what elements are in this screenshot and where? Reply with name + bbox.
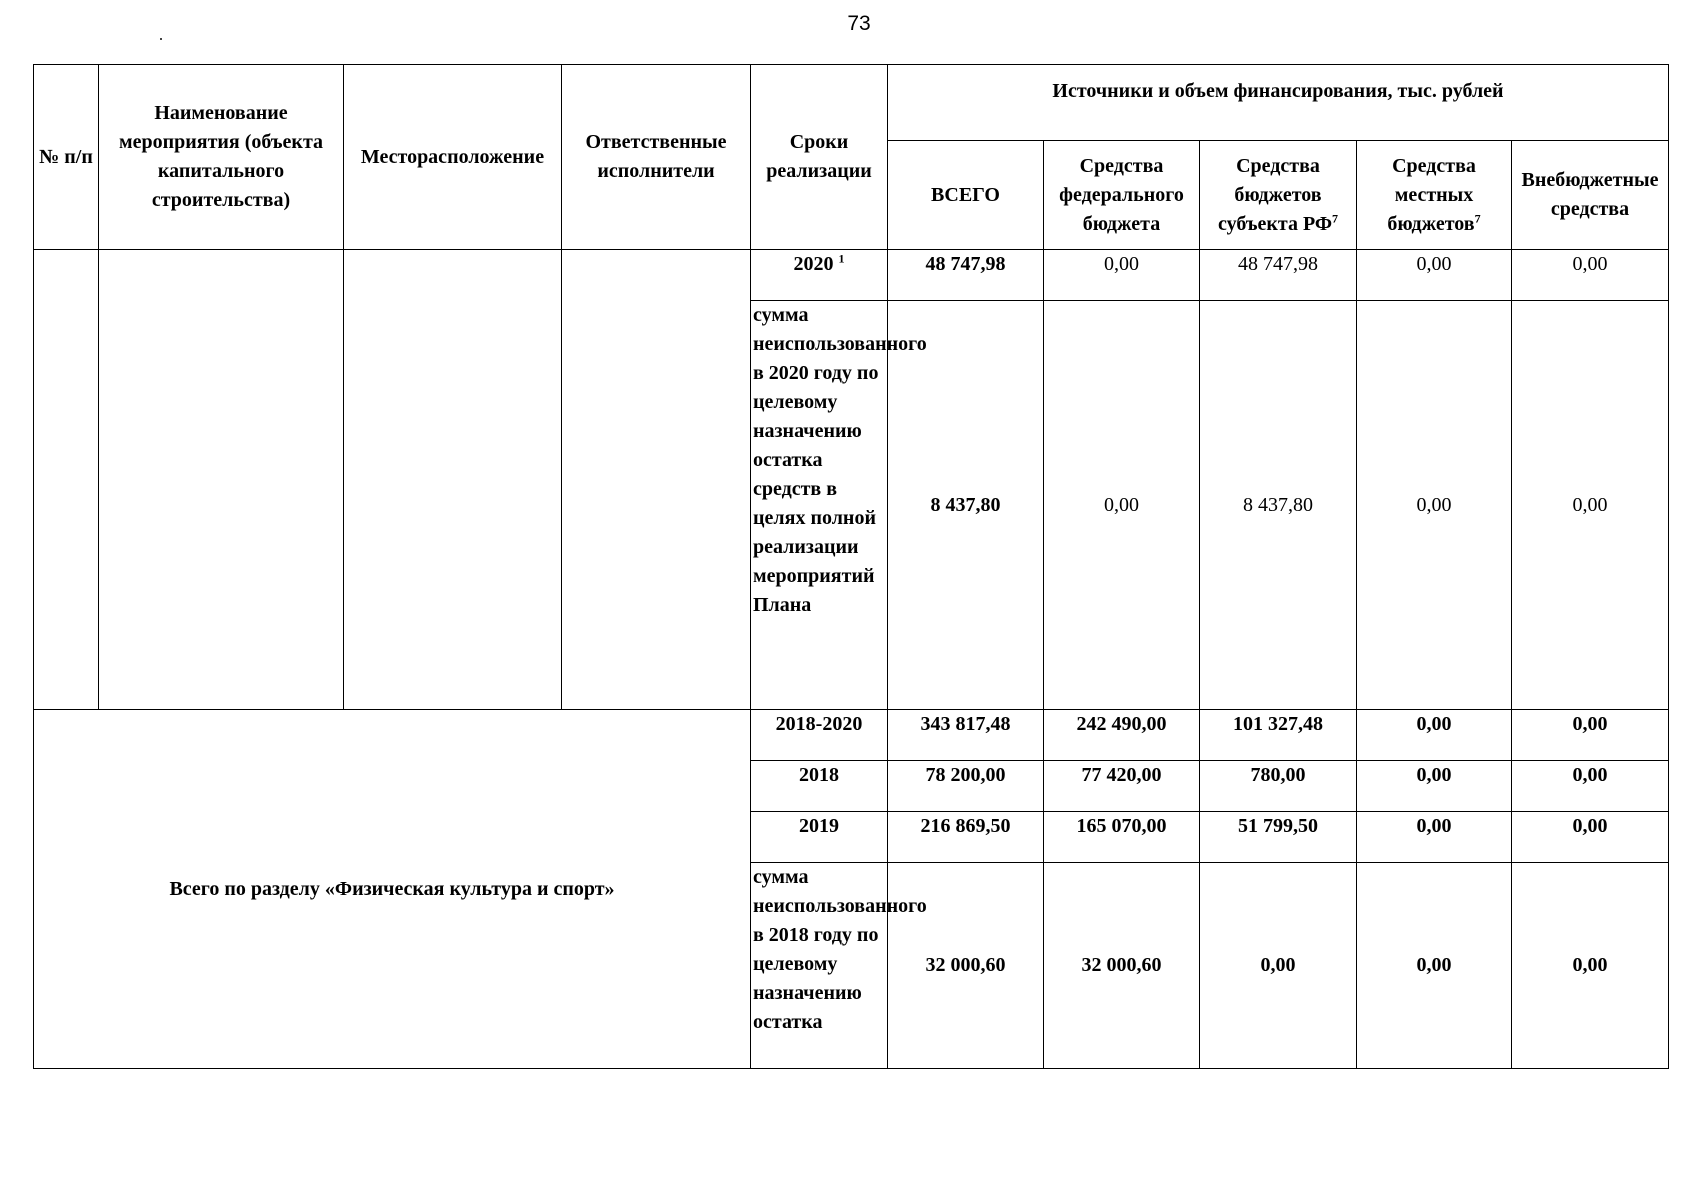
cell-local: 0,00 — [1357, 863, 1512, 1069]
cell-federal: 32 000,60 — [1044, 863, 1200, 1069]
cell-extra: 0,00 — [1512, 710, 1669, 761]
header-name: Наименование мероприятия (объекта капитального строительства) — [99, 65, 344, 250]
header-sources: Источники и объем финансирования, тыс. рублей — [888, 65, 1669, 141]
cell-period: сумма неиспользованного в 2020 году по целевому назначению остатка средств в целях полной реализации мероприятий Плана — [751, 301, 888, 710]
cell-total: 32 000,60 — [888, 863, 1044, 1069]
cell-local: 0,00 — [1357, 250, 1512, 301]
cell-period: сумма неиспользованного в 2018 году по целевому назначению остатка — [751, 863, 888, 1069]
cell-local: 0,00 — [1357, 301, 1512, 710]
cell-location — [344, 250, 562, 710]
header-extra: Внебюджетные средства — [1512, 141, 1669, 250]
cell-extra: 0,00 — [1512, 812, 1669, 863]
header-period: Сроки реализации — [751, 65, 888, 250]
cell-period: 2020 $^1$ — [751, 250, 888, 301]
table-row — [34, 710, 1669, 761]
header-local: Средства местных бюджетов$^7$ — [1357, 141, 1512, 250]
cell-subject: 51 799,50 — [1200, 812, 1357, 863]
section-total-label: Всего по разделу «Физическая культура и спорт» — [34, 710, 751, 1069]
cell-federal: 77 420,00 — [1044, 761, 1200, 812]
cell-name — [99, 250, 344, 710]
cell-total: 343 817,48 — [888, 710, 1044, 761]
cell-federal: 0,00 — [1044, 301, 1200, 710]
cell-total: 48 747,98 — [888, 250, 1044, 301]
cell-total: 78 200,00 — [888, 761, 1044, 812]
cell-period: 2018 — [751, 761, 888, 812]
cell-local: 0,00 — [1357, 761, 1512, 812]
page-number: 73 — [847, 12, 871, 35]
table-row — [34, 250, 1669, 301]
cell-federal: 242 490,00 — [1044, 710, 1200, 761]
cell-subject: 780,00 — [1200, 761, 1357, 812]
header-subject: Средства бюджетов субъекта $РФ^7$ — [1200, 141, 1357, 250]
cell-subject: 8 437,80 — [1200, 301, 1357, 710]
cell-period: 2019 — [751, 812, 888, 863]
cell-num — [34, 250, 99, 710]
header-location: Месторасположение — [344, 65, 562, 250]
cell-extra: 0,00 — [1512, 761, 1669, 812]
cell-executors — [562, 250, 751, 710]
cell-subject: 0,00 — [1200, 863, 1357, 1069]
financing-table — [33, 64, 1669, 1069]
cell-federal: 165 070,00 — [1044, 812, 1200, 863]
cell-total: 216 869,50 — [888, 812, 1044, 863]
cell-local: 0,00 — [1357, 812, 1512, 863]
header-federal: Средства федерального бюджета — [1044, 141, 1200, 250]
cell-extra: 0,00 — [1512, 863, 1669, 1069]
cell-total: 8 437,80 — [888, 301, 1044, 710]
header-executors: Ответственные исполнители — [562, 65, 751, 250]
cell-local: 0,00 — [1357, 710, 1512, 761]
cell-federal: 0,00 — [1044, 250, 1200, 301]
cell-subject: 48 747,98 — [1200, 250, 1357, 301]
scan-speck — [160, 38, 162, 40]
header-row-1 — [34, 65, 1669, 141]
header-num: № п/п — [34, 65, 99, 250]
header-total: ВСЕГО — [888, 141, 1044, 250]
cell-period: 2018-2020 — [751, 710, 888, 761]
cell-subject: 101 327,48 — [1200, 710, 1357, 761]
cell-extra: 0,00 — [1512, 250, 1669, 301]
cell-extra: 0,00 — [1512, 301, 1669, 710]
